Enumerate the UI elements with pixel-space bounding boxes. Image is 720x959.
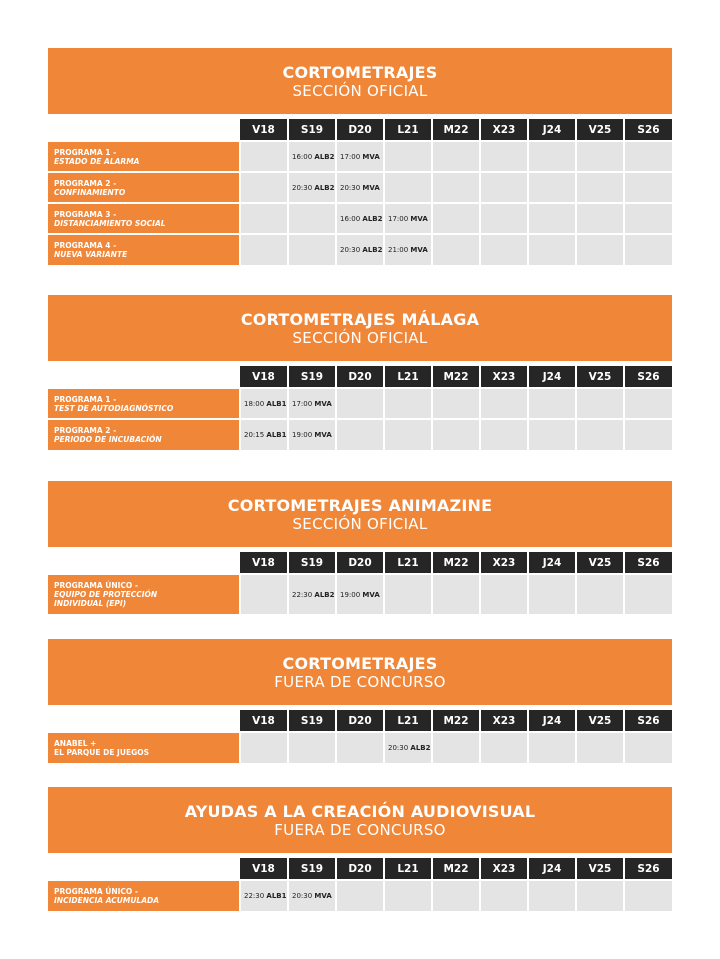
screening-cell	[576, 388, 624, 419]
screening-cell	[624, 574, 672, 614]
screening-cell	[624, 732, 672, 763]
day-header: V18	[240, 366, 288, 388]
screening-cell	[480, 574, 528, 614]
day-header: S19	[288, 119, 336, 141]
table-row	[48, 880, 672, 911]
screening-cell	[288, 172, 336, 203]
day-header: D20	[336, 710, 384, 732]
screening-cell	[432, 141, 480, 172]
day-header: J24	[528, 119, 576, 141]
screening-time: 17:00 MVA	[292, 399, 332, 408]
screening-time: 20:30 MVA	[292, 892, 332, 900]
screening-time: 22:30 ALB2	[292, 590, 335, 599]
program-title: DISTANCIAMIENTO SOCIAL	[54, 218, 166, 228]
screening-cell	[240, 388, 288, 419]
day-header: D20	[336, 119, 384, 141]
screening-time: 18:00 ALB1	[244, 399, 287, 408]
table-header-row	[48, 552, 672, 574]
day-header: M22	[432, 119, 480, 141]
section-banner	[48, 481, 672, 547]
screening-cell	[336, 574, 384, 614]
program-label: PROGRAMA 3 -	[54, 209, 117, 219]
header-blank-cell	[48, 552, 240, 574]
table-row	[48, 419, 672, 450]
screening-time: 20:30 ALB2	[388, 744, 431, 752]
screening-cell	[528, 574, 576, 614]
table-row	[48, 172, 672, 203]
screening-cell	[624, 388, 672, 419]
screening-cell	[528, 234, 576, 265]
screening-time: 17:00 MVA	[388, 214, 428, 223]
table-row	[48, 203, 672, 234]
schedule-table	[48, 366, 672, 450]
program-title: INCIDENCIA ACUMULADA	[54, 896, 160, 905]
screening-cell	[384, 388, 432, 419]
schedule-table	[48, 119, 672, 265]
program-name-cell	[48, 732, 240, 763]
screening-cell	[576, 234, 624, 265]
day-header: V25	[576, 366, 624, 388]
day-header: X23	[480, 366, 528, 388]
screening-time: 16:00 ALB2	[340, 214, 383, 223]
program-label: PROGRAMA 1 -	[54, 147, 117, 157]
day-header: M22	[432, 858, 480, 880]
screening-time: 19:00 MVA	[340, 590, 380, 599]
program-label-line2: EL PARQUE DE JUEGOS	[54, 748, 149, 757]
program-name-cell	[48, 234, 240, 265]
day-header: S26	[624, 858, 672, 880]
program-name-cell	[48, 141, 240, 172]
program-title: TEST DE AUTODIAGNÓSTICO	[54, 403, 174, 413]
screening-cell	[528, 732, 576, 763]
table-header-row	[48, 710, 672, 732]
screening-cell	[336, 172, 384, 203]
screening-cell	[624, 880, 672, 911]
screening-cell	[384, 880, 432, 911]
header-blank-cell	[48, 119, 240, 141]
section-subtitle: SECCIÓN OFICIAL	[292, 82, 428, 100]
day-header: V18	[240, 119, 288, 141]
day-header: V18	[240, 710, 288, 732]
screening-cell	[528, 880, 576, 911]
screening-cell	[624, 419, 672, 450]
day-header: S19	[288, 858, 336, 880]
section-subtitle: SECCIÓN OFICIAL	[292, 329, 428, 347]
program-label: ANABEL +	[54, 739, 97, 748]
table-row	[48, 234, 672, 265]
screening-cell	[336, 732, 384, 763]
screening-cell	[384, 234, 432, 265]
screening-cell	[384, 419, 432, 450]
screening-cell	[432, 388, 480, 419]
day-header: S26	[624, 710, 672, 732]
schedule-section	[48, 295, 672, 450]
screening-cell	[480, 203, 528, 234]
day-header: J24	[528, 552, 576, 574]
schedule-table	[48, 858, 672, 911]
schedule-table	[48, 710, 672, 763]
section-title: CORTOMETRAJES MÁLAGA	[240, 310, 480, 329]
screening-time: 19:00 MVA	[292, 431, 332, 439]
screening-cell	[384, 732, 432, 763]
screening-cell	[480, 234, 528, 265]
day-header: L21	[384, 119, 432, 141]
program-label: PROGRAMA 1 -	[54, 394, 117, 404]
day-header: V18	[240, 552, 288, 574]
day-header: M22	[432, 366, 480, 388]
schedule-section	[48, 481, 672, 614]
screening-cell	[624, 203, 672, 234]
program-name-cell	[48, 574, 240, 614]
header-blank-cell	[48, 366, 240, 388]
screening-cell	[480, 732, 528, 763]
section-subtitle: SECCIÓN OFICIAL	[292, 515, 428, 533]
screening-cell	[384, 141, 432, 172]
screening-time: 20:30 MVA	[340, 183, 380, 192]
screening-time: 20:15 ALB1	[244, 431, 287, 439]
screening-cell	[624, 234, 672, 265]
day-header: D20	[336, 858, 384, 880]
program-title: EQUIPO DE PROTECCIÓN	[54, 590, 158, 599]
screening-cell	[288, 732, 336, 763]
screening-time: 21:00 MVA	[388, 246, 428, 254]
screening-cell	[336, 203, 384, 234]
screening-cell	[528, 203, 576, 234]
screening-cell	[240, 141, 288, 172]
screening-cell	[240, 203, 288, 234]
day-header: L21	[384, 858, 432, 880]
screening-cell	[240, 234, 288, 265]
screening-cell	[576, 141, 624, 172]
program-label: PROGRAMA 2 -	[54, 178, 117, 188]
header-blank-cell	[48, 858, 240, 880]
day-header: S19	[288, 366, 336, 388]
table-row	[48, 732, 672, 763]
section-subtitle: FUERA DE CONCURSO	[274, 821, 446, 839]
screening-cell	[480, 141, 528, 172]
screening-time: 16:00 ALB2	[292, 152, 335, 161]
section-banner	[48, 48, 672, 114]
day-header: L21	[384, 366, 432, 388]
screening-cell	[288, 203, 336, 234]
screening-cell	[576, 732, 624, 763]
header-blank-cell	[48, 710, 240, 732]
screening-cell	[240, 419, 288, 450]
day-header: M22	[432, 710, 480, 732]
screening-cell	[240, 880, 288, 911]
day-header: S26	[624, 366, 672, 388]
program-name-cell	[48, 419, 240, 450]
day-header: V25	[576, 858, 624, 880]
schedule-section	[48, 787, 672, 911]
screening-cell	[480, 880, 528, 911]
program-title-line2: INDIVIDUAL (EPI)	[54, 599, 127, 608]
section-title: CORTOMETRAJES	[282, 63, 438, 82]
day-header: V18	[240, 858, 288, 880]
screening-cell	[432, 880, 480, 911]
program-label: PROGRAMA ÚNICO -	[54, 581, 139, 590]
day-header: V25	[576, 119, 624, 141]
screening-cell	[528, 419, 576, 450]
screening-cell	[336, 880, 384, 911]
screening-time: 22:30 ALB1	[244, 892, 287, 900]
day-header: J24	[528, 710, 576, 732]
section-title: CORTOMETRAJES	[282, 654, 438, 673]
section-banner	[48, 787, 672, 853]
screening-cell	[432, 234, 480, 265]
day-header: S19	[288, 552, 336, 574]
day-header: L21	[384, 552, 432, 574]
day-header: M22	[432, 552, 480, 574]
screening-cell	[576, 419, 624, 450]
day-header: L21	[384, 710, 432, 732]
table-header-row	[48, 119, 672, 141]
schedule-table	[48, 552, 672, 614]
screening-cell	[576, 880, 624, 911]
program-title: CONFINAMIENTO	[54, 187, 126, 197]
screening-cell	[432, 172, 480, 203]
program-title: PERIODO DE INCUBACIÓN	[54, 435, 162, 444]
day-header: X23	[480, 119, 528, 141]
screening-cell	[528, 172, 576, 203]
screening-cell	[480, 388, 528, 419]
screening-cell	[336, 141, 384, 172]
day-header: X23	[480, 710, 528, 732]
day-header: S26	[624, 552, 672, 574]
table-row	[48, 388, 672, 419]
screening-cell	[576, 172, 624, 203]
day-header: S19	[288, 710, 336, 732]
screening-cell	[288, 574, 336, 614]
program-title: ESTADO DE ALARMA	[54, 156, 140, 166]
screening-cell	[288, 419, 336, 450]
section-banner	[48, 639, 672, 705]
day-header: S26	[624, 119, 672, 141]
screening-cell	[336, 419, 384, 450]
screening-cell	[480, 419, 528, 450]
day-header: J24	[528, 858, 576, 880]
screening-cell	[384, 172, 432, 203]
screening-cell	[624, 141, 672, 172]
screening-cell	[288, 141, 336, 172]
screening-cell	[432, 203, 480, 234]
table-row	[48, 574, 672, 614]
section-subtitle: FUERA DE CONCURSO	[274, 673, 446, 691]
screening-cell	[576, 574, 624, 614]
day-header: V25	[576, 710, 624, 732]
screening-cell	[432, 419, 480, 450]
day-header: J24	[528, 366, 576, 388]
screening-cell	[528, 141, 576, 172]
screening-cell	[384, 574, 432, 614]
schedule-section	[48, 48, 672, 265]
screening-cell	[432, 574, 480, 614]
screening-cell	[624, 172, 672, 203]
screening-cell	[480, 172, 528, 203]
screening-cell	[336, 234, 384, 265]
screening-cell	[240, 574, 288, 614]
screening-cell	[384, 203, 432, 234]
table-header-row	[48, 366, 672, 388]
screening-cell	[528, 388, 576, 419]
day-header: D20	[336, 366, 384, 388]
day-header: X23	[480, 552, 528, 574]
screening-time: 20:30 ALB2	[292, 183, 335, 192]
section-banner	[48, 295, 672, 361]
day-header: X23	[480, 858, 528, 880]
program-title: NUEVA VARIANTE	[54, 250, 128, 259]
day-header: V25	[576, 552, 624, 574]
program-name-cell	[48, 172, 240, 203]
screening-cell	[288, 234, 336, 265]
screening-cell	[432, 732, 480, 763]
program-label: PROGRAMA 2 -	[54, 426, 117, 435]
screening-cell	[336, 388, 384, 419]
screening-cell	[288, 880, 336, 911]
day-header: D20	[336, 552, 384, 574]
screening-cell	[576, 203, 624, 234]
screening-time: 17:00 MVA	[340, 152, 380, 161]
screening-time: 20:30 ALB2	[340, 246, 383, 254]
section-title: AYUDAS A LA CREACIÓN AUDIOVISUAL	[184, 802, 536, 821]
table-row	[48, 141, 672, 172]
schedule-section	[48, 639, 672, 763]
table-header-row	[48, 858, 672, 880]
screening-cell	[288, 388, 336, 419]
screening-cell	[240, 732, 288, 763]
program-label: PROGRAMA 4 -	[54, 241, 117, 250]
program-label: PROGRAMA ÚNICO -	[54, 887, 139, 896]
program-name-cell	[48, 880, 240, 911]
screening-cell	[240, 172, 288, 203]
program-name-cell	[48, 203, 240, 234]
section-title: CORTOMETRAJES ANIMAZINE	[227, 496, 493, 515]
program-name-cell	[48, 388, 240, 419]
